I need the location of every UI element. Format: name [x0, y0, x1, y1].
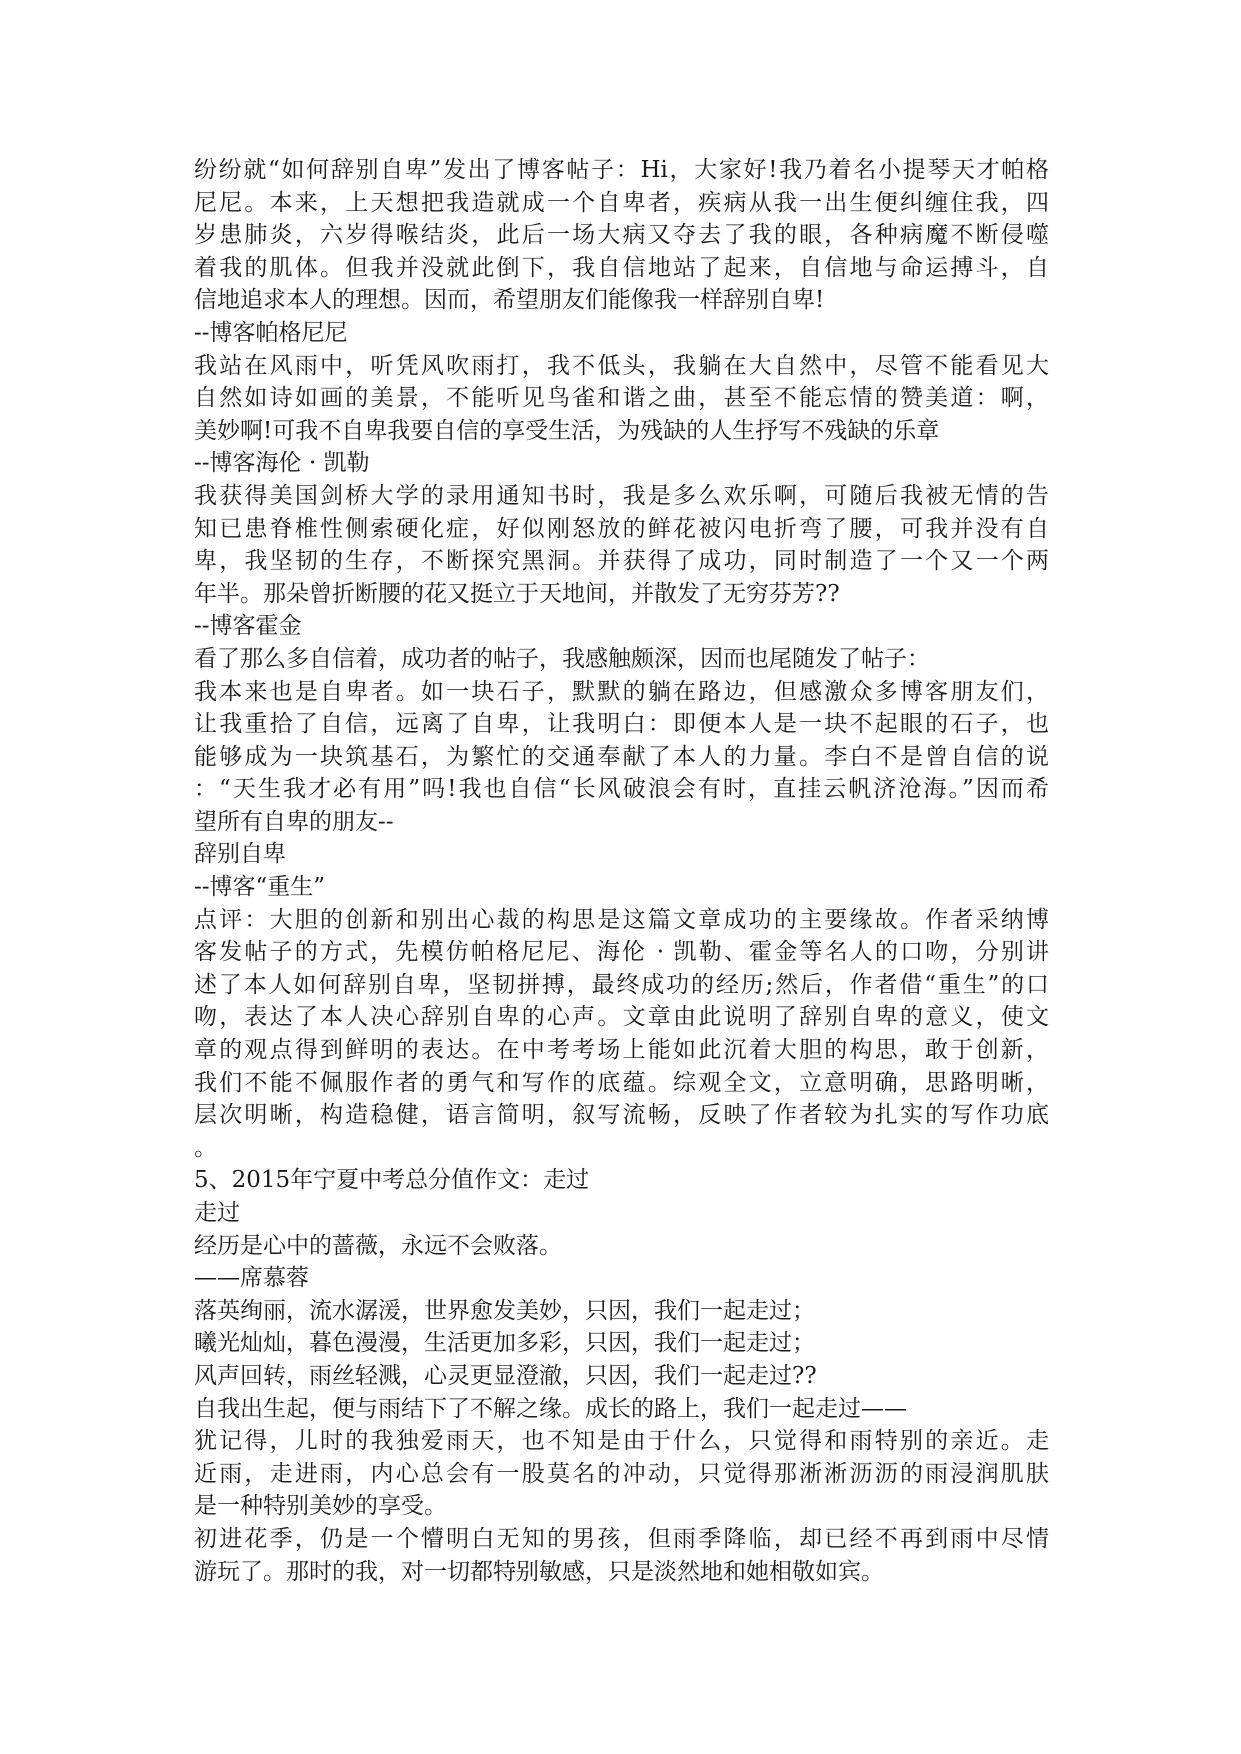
text-line: 。: [194, 1134, 217, 1161]
text-line: 述了本人如何辞别自卑，坚韧拼搏，最终成功的经历;然后，作者借“重生”的口: [194, 971, 1049, 998]
text-line: 初进花季，仍是一个懵明白无知的男孩，但雨季降临，却已经不再到雨中尽情: [194, 1525, 1049, 1552]
text-line: --博客霍金: [194, 613, 302, 640]
text-line: 我本来也是自卑者。如一块石子，默默的躺在路边，但感激众多博客朋友们，: [194, 678, 1049, 705]
text-line: 经历是心中的蔷薇，永远不会败落。: [194, 1232, 562, 1259]
text-line: 5、2015年宁夏中考总分值作文：走过: [194, 1167, 590, 1194]
text-line: 我站在风雨中，听凭风吹雨打，我不低头，我躺在大自然中，尽管不能看见大: [194, 352, 1049, 379]
text-line: 近雨，走进雨，内心总会有一股莫名的冲动，只觉得那淅淅沥沥的雨浸润肌肤: [194, 1460, 1049, 1487]
text-line: 我获得美国剑桥大学的录用通知书时，我是多么欢乐啊，可随后我被无情的告: [194, 482, 1049, 509]
text-line: 我们不能不佩服作者的勇气和写作的底蕴。综观全文，立意明确，思路明晰，: [194, 1069, 1049, 1096]
text-line: 岁患肺炎，六岁得喉结炎，此后一场大病又夺去了我的眼，各种病魔不断侵噬: [194, 222, 1049, 249]
text-line: --博客海伦 · 凯勒: [194, 450, 370, 477]
text-line: 游玩了。那时的我，对一切都特别敏感，只是淡然地和她相敬如宾。: [194, 1558, 884, 1585]
text-line: 尼尼。本来，上天想把我造就成一个自卑者，疾病从我一出生便纠缠住我，四: [194, 189, 1049, 216]
text-line: 自然如诗如画的美景，不能听见鸟雀和谐之曲，甚至不能忘情的赞美道：啊，: [194, 385, 1049, 412]
text-line: 风声回转，雨丝轻溅，心灵更显澄澈，只因，我们一起走过??: [194, 1362, 817, 1389]
text-line: ——席慕蓉: [194, 1265, 309, 1292]
text-line: 知已患脊椎性侧索硬化症，好似刚怒放的鲜花被闪电折弯了腰，可我并没有自: [194, 515, 1049, 542]
text-line: 自我出生起，便与雨结下了不解之缘。成长的路上，我们一起走过——: [194, 1395, 907, 1422]
text-line: ：“天生我才必有用”吗!我也自信“长风破浪会有时，直挂云帆济沧海。”因而希: [194, 776, 1049, 803]
text-line: 能够成为一块筑基石，为繁忙的交通奉献了本人的力量。李白不是曾自信的说: [194, 743, 1049, 770]
text-line: 着我的肌体。但我并没就此倒下，我自信地站了起来，自信地与命运搏斗，自: [194, 254, 1049, 281]
body-text: [194, 154, 1049, 1588]
text-line: 看了那么多自信着，成功者的帖子，我感触颇深，因而也尾随发了帖子：: [194, 645, 930, 672]
text-line: 走过: [194, 1200, 240, 1226]
text-line: 客发帖子的方式，先模仿帕格尼尼、海伦 · 凯勒、霍金等名人的口吻，分别讲: [194, 939, 1049, 966]
text-line: 曦光灿灿，暮色漫漫，生活更加多彩，只因，我们一起走过；: [194, 1330, 815, 1357]
text-line: 美妙啊!可我不自卑我要自信的享受生活，为残缺的人生抒写不残缺的乐章: [194, 417, 940, 444]
text-line: 望所有自卑的朋友--: [194, 808, 394, 835]
text-line: 让我重拾了自信，远离了自卑，让我明白：即便本人是一块不起眼的石子，也: [194, 711, 1049, 738]
text-line: 卑，我坚韧的生存，不断探究黑洞。并获得了成功，同时制造了一个又一个两: [194, 548, 1049, 575]
text-line: --博客“重生”: [194, 874, 326, 901]
text-line: 落英绚丽，流水潺湲，世界愈发美妙，只因，我们一起走过；: [194, 1297, 815, 1324]
text-line: 点评：大胆的创新和别出心裁的构思是这篇文章成功的主要缘故。作者采纳博: [194, 906, 1049, 933]
text-line: 是一种特别美妙的享受。: [194, 1493, 447, 1520]
text-line: 信地追求本人的理想。因而，希望朋友们能像我一样辞别自卑!: [194, 287, 825, 314]
text-line: 层次明晰，构造稳健，语言简明，叙写流畅，反映了作者较为扎实的写作功底: [194, 1102, 1049, 1129]
text-line: 犹记得，儿时的我独爱雨天，也不知是由于什么，只觉得和雨特别的亲近。走: [194, 1428, 1049, 1455]
text-line: 吻，表达了本人决心辞别自卑的心声。文章由此说明了辞别自卑的意义，使文: [194, 1004, 1049, 1031]
text-line: 章的观点得到鲜明的表达。在中考考场上能如此沉着大胆的构思，敢于创新，: [194, 1037, 1049, 1064]
text-line: 纷纷就“如何辞别自卑”发出了博客帖子：Hi，大家好!我乃着名小提琴天才帕格: [194, 157, 1049, 183]
text-line: 辞别自卑: [194, 841, 286, 868]
text-line: --博客帕格尼尼: [194, 319, 348, 346]
text-line: 年半。那朵曾折断腰的花又挺立于天地间，并散发了无穷芬芳??: [194, 580, 840, 607]
